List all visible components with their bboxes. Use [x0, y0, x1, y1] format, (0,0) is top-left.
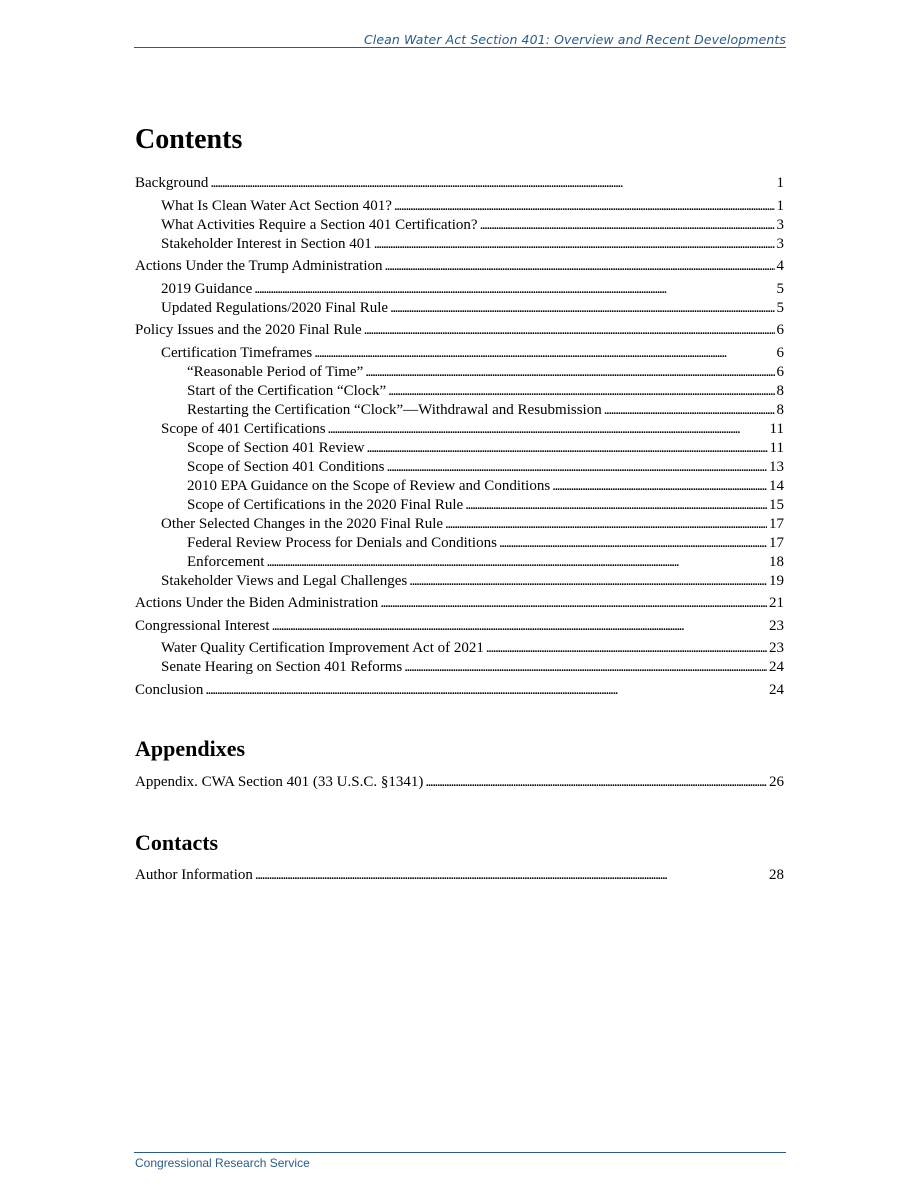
toc-entry-title: Conclusion — [135, 681, 204, 698]
contacts-heading: Contacts — [135, 830, 219, 855]
toc-entry-title: Appendix. CWA Section 401 (33 U.S.C. §1341) — [135, 774, 424, 790]
toc-dot-leader — [480, 216, 775, 235]
toc-entry-title: What Activities Require a Section 401 Certification? — [161, 216, 478, 233]
toc-entry-page: 13 — [769, 458, 784, 475]
toc-entry-page: 21 — [769, 595, 784, 611]
toc-entry-title: “Reasonable Period of Time” — [187, 363, 364, 380]
toc-dot-leader — [394, 197, 775, 216]
header-divider — [134, 47, 786, 48]
toc-dot-leader — [374, 235, 775, 254]
toc-entry-page: 19 — [769, 572, 784, 589]
toc-entry[interactable] — [135, 197, 784, 216]
toc-entry-title: Actions Under the Biden Administration — [135, 595, 379, 611]
toc-entry-title: Certification Timeframes — [161, 344, 313, 361]
toc-entry[interactable] — [135, 216, 784, 235]
toc-entry-title: Other Selected Changes in the 2020 Final Rule — [161, 515, 444, 532]
appendixes-heading: Appendixes — [135, 736, 246, 761]
toc-entry-page: 8 — [776, 401, 784, 418]
toc-entry[interactable] — [135, 382, 784, 401]
toc-dot-leader — [499, 534, 767, 553]
toc-entry-page: 6 — [776, 363, 784, 380]
toc-dot-leader — [210, 174, 774, 193]
toc-entry-page: 1 — [776, 175, 784, 191]
toc-dot-leader — [486, 639, 767, 658]
toc-entry-title: Stakeholder Views and Legal Challenges — [161, 572, 408, 589]
toc-dot-leader — [380, 594, 767, 613]
toc-entry-page: 11 — [769, 439, 784, 456]
toc-entry-title: Congressional Interest — [135, 617, 270, 634]
toc-dot-leader — [409, 572, 767, 591]
toc-entry-title: Stakeholder Interest in Section 401 — [161, 235, 372, 252]
toc-entry-page: 23 — [769, 640, 784, 656]
toc-dot-leader — [465, 496, 767, 515]
toc-dot-leader — [366, 439, 767, 458]
toc-entry[interactable] — [135, 299, 784, 318]
toc-entry[interactable] — [135, 681, 784, 700]
toc-entry[interactable] — [135, 420, 784, 439]
toc-entry[interactable] — [135, 496, 784, 515]
toc-entry-page: 3 — [776, 235, 784, 252]
toc-entry[interactable] — [135, 174, 784, 193]
toc-entry-title: Senate Hearing on Section 401 Reforms — [161, 659, 403, 675]
toc-dot-leader — [328, 420, 768, 439]
toc-entry-title: Scope of Section 401 Conditions — [187, 458, 385, 475]
toc-dot-leader — [388, 382, 774, 401]
toc-dot-leader — [425, 773, 767, 792]
toc-entry-title: Restarting the Certification “Clock”—Withdrawal and Resubmission — [187, 401, 602, 418]
appendixes-list — [135, 773, 784, 792]
toc-entry-page: 17 — [769, 534, 784, 551]
toc-dot-leader — [445, 515, 767, 534]
toc-entry[interactable] — [135, 553, 784, 572]
toc-entry[interactable] — [135, 363, 784, 382]
toc-dot-leader — [205, 681, 767, 700]
toc-dot-leader — [390, 299, 774, 318]
toc-entry[interactable] — [135, 458, 784, 477]
toc-entry-page: 11 — [769, 420, 784, 437]
footer-publisher: Congressional Research Service — [135, 1156, 310, 1170]
toc-entry-page: 26 — [769, 774, 784, 790]
toc-entry[interactable] — [135, 617, 784, 636]
toc-entry[interactable] — [135, 534, 784, 553]
toc-entry-title: 2010 EPA Guidance on the Scope of Review and Conditions — [187, 477, 551, 494]
toc-entry-title: Federal Review Process for Denials and Conditions — [187, 534, 497, 551]
toc-entry[interactable] — [135, 515, 784, 534]
toc-entry-title: Start of the Certification “Clock” — [187, 382, 387, 399]
toc-entry-title: Policy Issues and the 2020 Final Rule — [135, 322, 362, 338]
toc-dot-leader — [552, 477, 767, 496]
toc-entry-title: Scope of Section 401 Review — [187, 439, 365, 456]
toc-entry-page: 15 — [769, 496, 784, 513]
toc-entry-page: 1 — [776, 197, 784, 214]
toc-entry-page: 18 — [769, 553, 784, 570]
footer-divider — [134, 1152, 786, 1153]
toc-entry-page: 6 — [776, 322, 784, 338]
toc-entry[interactable] — [135, 257, 784, 276]
toc-entry-page: 14 — [769, 477, 784, 494]
toc-dot-leader — [404, 658, 767, 677]
toc-entry-title: Author Information — [135, 867, 253, 883]
toc-dot-leader — [387, 458, 768, 477]
toc-entry[interactable] — [135, 401, 784, 420]
toc-dot-leader — [385, 257, 775, 276]
toc-entry-page: 24 — [769, 659, 784, 675]
toc-entry[interactable] — [135, 321, 784, 340]
toc-entry-page: 5 — [776, 299, 784, 316]
toc-entry[interactable] — [135, 344, 784, 363]
toc-entry-page: 3 — [776, 216, 784, 233]
toc-dot-leader — [254, 280, 774, 299]
toc-dot-leader — [365, 363, 774, 382]
toc-entry-title: 2019 Guidance — [161, 280, 253, 297]
toc-entry-page: 28 — [769, 867, 784, 883]
toc-entry-title: Background — [135, 175, 209, 191]
toc-entry[interactable] — [135, 235, 784, 254]
toc-entry-page: 23 — [769, 617, 784, 634]
toc-dot-leader — [266, 553, 767, 572]
toc-entry-page: 17 — [769, 515, 784, 532]
toc-entry[interactable] — [135, 594, 784, 613]
toc-entry-title: Scope of Certifications in the 2020 Final Rule — [187, 496, 464, 513]
toc-entry-title: What Is Clean Water Act Section 401? — [161, 197, 392, 214]
toc-entry-page: 5 — [776, 280, 784, 297]
toc-entry[interactable] — [135, 477, 784, 496]
toc-entry[interactable] — [135, 439, 784, 458]
toc-dot-leader — [255, 866, 767, 885]
toc-entry-title: Actions Under the Trump Administration — [135, 258, 383, 274]
toc-entry-title: Water Quality Certification Improvement Act of 2021 — [161, 640, 484, 656]
toc-entry-page: 6 — [776, 344, 784, 361]
table-of-contents — [135, 174, 784, 700]
toc-entry-page: 4 — [776, 258, 784, 274]
toc-dot-leader — [314, 344, 774, 363]
toc-entry[interactable] — [135, 866, 784, 885]
toc-dot-leader — [364, 321, 775, 340]
toc-dot-leader — [604, 401, 775, 420]
toc-entry-title: Enforcement — [187, 553, 265, 570]
toc-entry-title: Scope of 401 Certifications — [161, 420, 326, 437]
toc-entry-title: Updated Regulations/2020 Final Rule — [161, 299, 389, 316]
toc-entry[interactable] — [135, 639, 784, 658]
toc-entry[interactable] — [135, 572, 784, 591]
contacts-list — [135, 866, 784, 885]
toc-entry-page: 24 — [769, 681, 784, 698]
contents-heading: Contents — [135, 124, 243, 155]
toc-entry[interactable] — [135, 773, 784, 792]
toc-entry[interactable] — [135, 658, 784, 677]
running-header-title: Clean Water Act Section 401: Overview and Recent Developments — [363, 32, 786, 47]
toc-entry-page: 8 — [776, 382, 784, 399]
toc-entry[interactable] — [135, 280, 784, 299]
toc-dot-leader — [272, 617, 767, 636]
